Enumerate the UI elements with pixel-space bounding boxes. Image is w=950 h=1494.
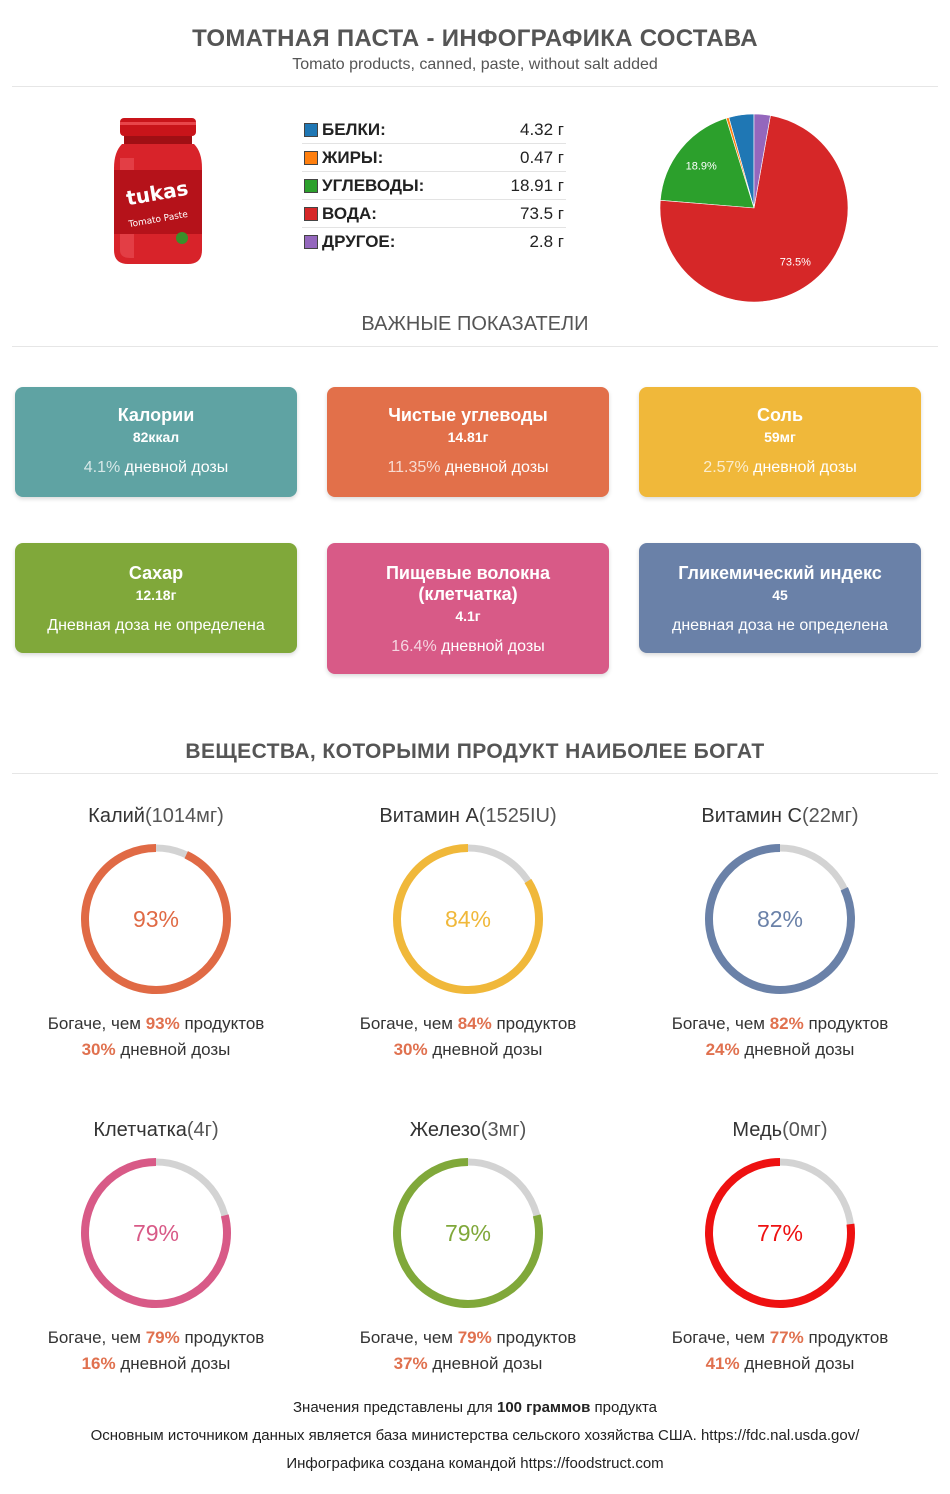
nutrient-ring: [76, 1153, 236, 1313]
jar-brand-text: tukas: [124, 175, 190, 211]
pie-label-2: 18.9%: [685, 160, 717, 173]
ring-percent-label: 93%: [132, 906, 180, 932]
nutrient-vitamin-c: [630, 805, 930, 1063]
macro-value: 18.91 г: [510, 176, 564, 195]
card-amount: 59мг: [764, 429, 796, 445]
ring-percent-label: 79%: [132, 1220, 180, 1246]
jar-label-text: Tomato Paste: [127, 209, 189, 231]
card-amount: 4.1г: [455, 608, 481, 624]
nutrient-richer-text: Богаче, чем 77% продуктов: [671, 1328, 889, 1347]
card-daily: 16.4% дневной дозы: [391, 638, 545, 655]
nutrient-ring: [388, 839, 548, 999]
legend-swatch: [304, 151, 318, 165]
nutrient-richer-text: Богаче, чем 93% продуктов: [47, 1014, 265, 1033]
card-amount: 45: [772, 587, 788, 603]
card-daily: Дневная доза не определена: [47, 617, 265, 634]
nutrient-daily-text: 24% дневной дозы: [705, 1040, 855, 1059]
nutrient-daily-text: 41% дневной дозы: [705, 1354, 855, 1373]
card-name: Чистые углеводы: [388, 405, 548, 425]
nutrient-title: Клетчатка(4г): [93, 1119, 219, 1141]
nutrient-title: Витамин A(1525IU): [379, 805, 557, 827]
card-calories: [15, 387, 297, 497]
section-title-key-indicators: ВАЖНЫЕ ПОКАЗАТЕЛИ: [361, 313, 589, 335]
card-amount: 12.18г: [135, 587, 177, 603]
card-amount: 14.81г: [447, 429, 489, 445]
legend-swatch: [304, 235, 318, 249]
card-name: Пищевые волокна (клетчатка): [385, 563, 551, 604]
nutrient-richer-text: Богаче, чем 84% продуктов: [359, 1014, 577, 1033]
macro-row-protein: [302, 116, 566, 144]
ring-percent-label: 77%: [756, 1220, 804, 1246]
macro-label: БЕЛКИ:: [322, 120, 386, 139]
card-daily: дневная доза не определена: [671, 617, 888, 634]
legend-swatch: [304, 123, 318, 137]
divider: [12, 346, 938, 347]
page-subtitle: Tomato products, canned, paste, without salt added: [292, 56, 658, 73]
macro-value: 73.5 г: [519, 204, 564, 223]
macro-row-carbs: [302, 172, 566, 200]
card-glycemic-index: [639, 543, 921, 653]
card-daily: 4.1% дневной дозы: [83, 459, 229, 476]
card-name: Гликемический индекс: [678, 563, 882, 583]
macro-value: 4.32 г: [519, 120, 564, 139]
ring-percent-label: 84%: [444, 906, 492, 932]
nutrient-title: Витамин C(22мг): [701, 805, 859, 827]
nutrient-ring: [388, 1153, 548, 1313]
macro-table: [302, 116, 566, 256]
card-name: Калории: [117, 405, 195, 425]
card-net-carbs: [327, 387, 609, 497]
page-title: ТОМАТНАЯ ПАСТА - ИНФОГРАФИКА СОСТАВА: [192, 25, 758, 52]
macro-value: 2.8 г: [529, 232, 564, 251]
nutrient-fiber: [6, 1119, 306, 1377]
product-jar-image: [112, 118, 204, 266]
macro-label: УГЛЕВОДЫ:: [322, 176, 425, 195]
card-name: Сахар: [128, 563, 184, 583]
card-name: Соль: [756, 405, 804, 425]
composition-pie-chart: [650, 108, 860, 308]
ring-percent-label: 82%: [756, 906, 804, 932]
nutrient-title: Железо(3мг): [409, 1119, 527, 1141]
card-amount: 82ккал: [132, 429, 180, 445]
pie-label-3: 73.5%: [779, 256, 811, 269]
macro-row-fat: [302, 144, 566, 172]
footer-serving-note: Значения представлены для 100 граммов продукта: [292, 1399, 657, 1416]
nutrient-ring: [76, 839, 236, 999]
nutrient-daily-text: 37% дневной дозы: [393, 1354, 543, 1373]
ring-percent-label: 79%: [444, 1220, 492, 1246]
nutrient-daily-text: 30% дневной дозы: [81, 1040, 231, 1059]
divider: [12, 773, 938, 774]
footer-source-note: Основным источником данных является база министерства сельского хозяйства США. https://fdc.nal.usda.gov/: [90, 1427, 860, 1444]
nutrient-iron: [318, 1119, 618, 1377]
macro-row-other: [302, 228, 566, 256]
nutrient-title: Калий(1014мг): [88, 805, 224, 827]
nutrient-daily-text: 16% дневной дозы: [81, 1354, 231, 1373]
card-sugar: [15, 543, 297, 653]
legend-swatch: [304, 179, 318, 193]
macro-label: ВОДА:: [322, 204, 377, 223]
card-salt: [639, 387, 921, 497]
nutrient-richer-text: Богаче, чем 82% продуктов: [671, 1014, 889, 1033]
nutrient-ring: [700, 1153, 860, 1313]
nutrient-potassium: [6, 805, 306, 1063]
nutrient-ring: [700, 839, 860, 999]
nutrient-vitamin-a: [318, 805, 618, 1063]
footer-credit: Инфографика создана командой https://foodstruct.com: [286, 1455, 664, 1472]
card-daily: 11.35% дневной дозы: [387, 459, 549, 476]
nutrient-richer-text: Богаче, чем 79% продуктов: [359, 1328, 577, 1347]
macro-value: 0.47 г: [519, 148, 564, 167]
nutrient-title: Медь(0мг): [732, 1119, 828, 1141]
macro-row-water: [302, 200, 566, 228]
nutrient-richer-text: Богаче, чем 79% продуктов: [47, 1328, 265, 1347]
card-fiber: [327, 543, 609, 674]
divider: [12, 86, 938, 87]
macro-label: ЖИРЫ:: [322, 148, 384, 167]
macro-label: ДРУГОЕ:: [322, 232, 396, 251]
section-title-rich-in: ВЕЩЕСТВА, КОТОРЫМИ ПРОДУКТ НАИБОЛЕЕ БОГАТ: [185, 740, 765, 763]
nutrient-copper: [630, 1119, 930, 1377]
legend-swatch: [304, 207, 318, 221]
nutrient-daily-text: 30% дневной дозы: [393, 1040, 543, 1059]
card-daily: 2.57% дневной дозы: [703, 459, 857, 476]
